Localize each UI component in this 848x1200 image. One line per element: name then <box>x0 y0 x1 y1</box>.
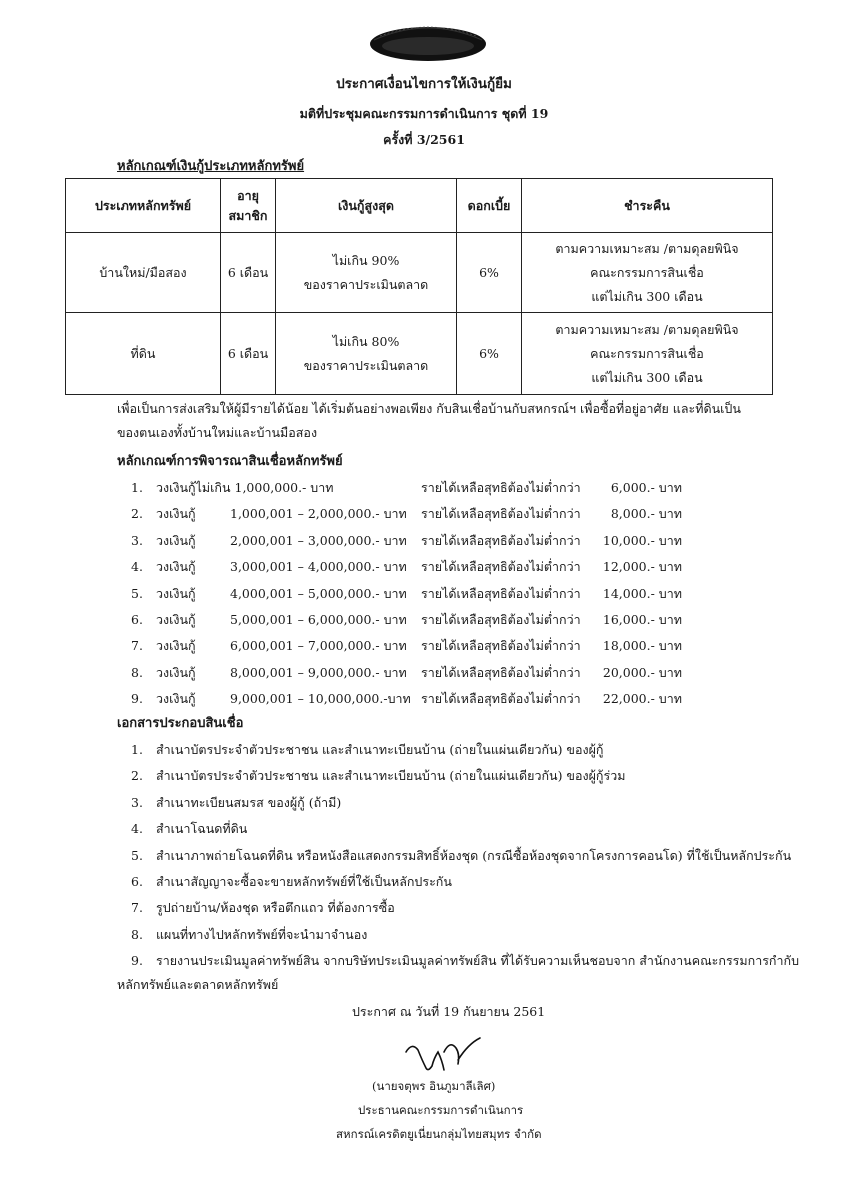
consider-title: หลักเกณฑ์การพิจารณาสินเชื่อหลักทรัพย์ <box>117 454 343 469</box>
cell-type: บ้านใหม่/มือสอง <box>66 233 221 313</box>
document-item: รูปถ่ายบ้าน/ห้องชุด หรือตึกแถว ที่ต้องการซื้อ <box>156 900 395 916</box>
income-rule-requirement: รายได้เหลือสุทธิต้องไม่ต่ำกว่า <box>421 664 581 680</box>
income-rule-amount: 10,000.- บาท <box>602 532 682 548</box>
document-item: สำเนาโฉนดที่ดิน <box>156 821 248 837</box>
income-rule-requirement: รายได้เหลือสุทธิต้องไม่ต่ำกว่า <box>421 585 581 601</box>
signer-name: (นายจตุพร อินภูมาลีเลิศ) <box>372 1079 496 1093</box>
income-rule-amount: 8,000.- บาท <box>610 506 682 522</box>
income-rule-requirement: รายได้เหลือสุทธิต้องไม่ต่ำกว่า <box>421 559 581 575</box>
income-rule-label: วงเงินกู้ <box>156 638 196 654</box>
income-rule-number: 2. <box>131 506 143 522</box>
cell-membership: 6 เดือน <box>221 233 276 313</box>
income-rule-requirement: รายได้เหลือสุทธิต้องไม่ต่ำกว่า <box>421 612 581 627</box>
document-title: ประกาศเงื่อนไขการให้เงินกู้ยืม <box>336 76 512 92</box>
cell-interest: 6% <box>457 233 522 313</box>
documents-title: เอกสารประกอบสินเชื่อ <box>117 716 244 731</box>
income-rule-requirement: รายได้เหลือสุทธิต้องไม่ต่ำกว่า <box>421 532 581 548</box>
repay-line3: แต่ไม่เกิน 300 เดือน <box>591 288 703 304</box>
income-rule-range: 6,000,001 – 7,000,000.- บาท <box>230 638 407 654</box>
cell-membership: 6 เดือน <box>221 313 276 395</box>
max-loan-line2: ของราคาประเมินตลาด <box>303 276 429 292</box>
document-number: 4. <box>131 821 143 837</box>
income-rule-number: 3. <box>131 532 143 548</box>
income-rule-requirement: รายได้เหลือสุทธิต้องไม่ต่ำกว่า <box>421 480 581 495</box>
document-item-continuation: หลักทรัพย์และตลาดหลักทรัพย์ <box>117 977 279 993</box>
income-rule-requirement: รายได้เหลือสุทธิต้องไม่ต่ำกว่า <box>421 691 581 707</box>
income-rule-label: วงเงินกู้ <box>156 612 196 627</box>
income-rule-range: 4,000,001 – 5,000,000.- บาท <box>230 585 407 601</box>
income-rule-amount: 18,000.- บาท <box>602 638 682 654</box>
income-rule-number: 1. <box>131 480 143 495</box>
purpose-line-2: ของตนเองทั้งบ้านใหม่และบ้านมือสอง <box>117 425 318 440</box>
income-rule-range: 3,000,001 – 4,000,000.- บาท <box>230 559 407 575</box>
header-repayment: ชำระคืน <box>522 179 773 233</box>
header-interest: ดอกเบี้ย <box>457 179 522 233</box>
signature-image <box>398 1030 488 1075</box>
income-rule-amount: 22,000.- บาท <box>602 691 682 707</box>
cell-repayment <box>522 313 773 395</box>
income-rule-amount: 14,000.- บาท <box>602 585 682 601</box>
table-row <box>66 233 773 313</box>
document-number: 7. <box>131 900 143 916</box>
header-membership-line1: อายุ <box>237 187 259 203</box>
document-number: 6. <box>131 874 143 889</box>
max-loan-line1: ไม่เกิน 90% <box>332 252 400 268</box>
max-loan-line1: ไม่เกิน 80% <box>332 333 400 349</box>
income-rule-number: 8. <box>131 664 143 680</box>
document-number: 8. <box>131 926 143 942</box>
income-rule-range: 5,000,001 – 6,000,000.- บาท <box>230 612 407 627</box>
document-item: สำเนาสัญญาจะซื้อจะขายหลักทรัพย์ที่ใช้เป็นหลักประกัน <box>156 874 452 889</box>
income-rule-number: 9. <box>131 691 143 707</box>
cell-type: ที่ดิน <box>66 313 221 395</box>
income-rule-number: 5. <box>131 585 143 601</box>
income-rule-range: 1,000,001 – 2,000,000.- บาท <box>230 506 407 522</box>
document-item: สำเนาบัตรประจำตัวประชาชน และสำเนาทะเบียนบ้าน (ถ่ายในแผ่นเดียวกัน) ของผู้กู้ <box>156 742 604 757</box>
cell-max-loan <box>276 313 457 395</box>
organization-seal <box>364 18 492 66</box>
cell-repayment <box>522 233 773 313</box>
document-number: 1. <box>131 742 143 757</box>
document-number: 9. <box>131 953 143 969</box>
income-rule-amount: 16,000.- บาท <box>602 612 682 627</box>
income-rule-label: วงเงินกู้ <box>156 559 196 575</box>
income-rule-range: 9,000,001 – 10,000,000.-บาท <box>230 691 411 707</box>
document-item: แผนที่ทางไปหลักทรัพย์ที่จะนำมาจำนอง <box>156 926 368 942</box>
income-rule-requirement: รายได้เหลือสุทธิต้องไม่ต่ำกว่า <box>421 638 581 654</box>
document-subtitle: มติที่ประชุมคณะกรรมการดำเนินการ ชุดที่ 19 <box>299 106 549 121</box>
income-rule-label: วงเงินกู้ไม่เกิน 1,000,000.- บาท <box>156 480 334 495</box>
income-rule-number: 6. <box>131 612 143 627</box>
header-membership-line2: สมาชิก <box>228 207 268 223</box>
table-header-row <box>66 179 773 233</box>
income-rule-label: วงเงินกู้ <box>156 585 196 601</box>
income-rule-requirement: รายได้เหลือสุทธิต้องไม่ต่ำกว่า <box>421 506 581 522</box>
organization-name: สหกรณ์เครดิตยูเนี่ยนกลุ่มไทยสมุทร จำกัด <box>336 1127 542 1141</box>
header-membership <box>221 179 276 233</box>
document-number: 3. <box>131 794 143 810</box>
loan-criteria-table <box>65 178 773 395</box>
repay-line3: แต่ไม่เกิน 300 เดือน <box>591 369 703 385</box>
repay-line1: ตามความเหมาะสม /ตามดุลยพินิจ <box>555 321 739 337</box>
criteria-title: หลักเกณฑ์เงินกู้ประเภทหลักทรัพย์ <box>117 159 305 174</box>
repay-line2: คณะกรรมการสินเชื่อ <box>590 345 704 361</box>
repay-line1: ตามความเหมาะสม /ตามดุลยพินิจ <box>555 240 739 256</box>
document-item: สำเนาบัตรประจำตัวประชาชน และสำเนาทะเบียนบ้าน (ถ่ายในแผ่นเดียวกัน) ของผู้กู้ร่วม <box>156 768 626 784</box>
announcement-date: ประกาศ ณ วันที่ 19 กันยายน 2561 <box>352 1004 546 1019</box>
cell-interest: 6% <box>457 313 522 395</box>
income-rule-number: 7. <box>131 638 143 654</box>
income-rule-label: วงเงินกู้ <box>156 691 196 707</box>
income-rule-label: วงเงินกู้ <box>156 532 196 548</box>
purpose-line-1: เพื่อเป็นการส่งเสริมให้ผู้มีรายได้น้อย ได้เริ่มต้นอย่างพอเพียง กับสินเชื่อบ้านกับสหกรณ์ฯ เพื่อซื้อที่อยู่อาศัย และที่ดินเป็น <box>117 401 741 416</box>
income-rule-number: 4. <box>131 559 143 575</box>
income-rule-amount: 6,000.- บาท <box>610 480 682 495</box>
income-rule-label: วงเงินกู้ <box>156 664 196 680</box>
max-loan-line2: ของราคาประเมินตลาด <box>303 357 429 373</box>
document-item: รายงานประเมินมูลค่าทรัพย์สิน จากบริษัทประเมินมูลค่าทรัพย์สิน ที่ได้รับความเห็นชอบจาก สำนักงานคณะกรรมการกำกับ <box>156 953 800 969</box>
meeting-number: ครั้งที่ 3/2561 <box>383 132 465 147</box>
header-max-loan: เงินกู้สูงสุด <box>276 179 457 233</box>
document-number: 5. <box>131 847 143 863</box>
table-row <box>66 313 773 395</box>
income-rule-amount: 12,000.- บาท <box>602 559 682 575</box>
cell-max-loan <box>276 233 457 313</box>
income-rule-range: 8,000,001 – 9,000,000.- บาท <box>230 664 407 680</box>
document-item: สำเนาทะเบียนสมรส ของผู้กู้ (ถ้ามี) <box>156 794 342 810</box>
document-number: 2. <box>131 768 143 784</box>
signer-position: ประธานคณะกรรมการดำเนินการ <box>358 1103 524 1117</box>
income-rule-amount: 20,000.- บาท <box>602 664 682 680</box>
repay-line2: คณะกรรมการสินเชื่อ <box>590 264 704 280</box>
income-rule-label: วงเงินกู้ <box>156 506 196 522</box>
header-type: ประเภทหลักทรัพย์ <box>66 179 221 233</box>
document-item: สำเนาภาพถ่ายโฉนดที่ดิน หรือหนังสือแสดงกรรมสิทธิ์ห้องชุด (กรณีซื้อห้องชุดจากโครงการคอนโด) ที่ใช้เป็นหลักประกัน <box>156 847 792 863</box>
income-rule-range: 2,000,001 – 3,000,000.- บาท <box>230 532 407 548</box>
